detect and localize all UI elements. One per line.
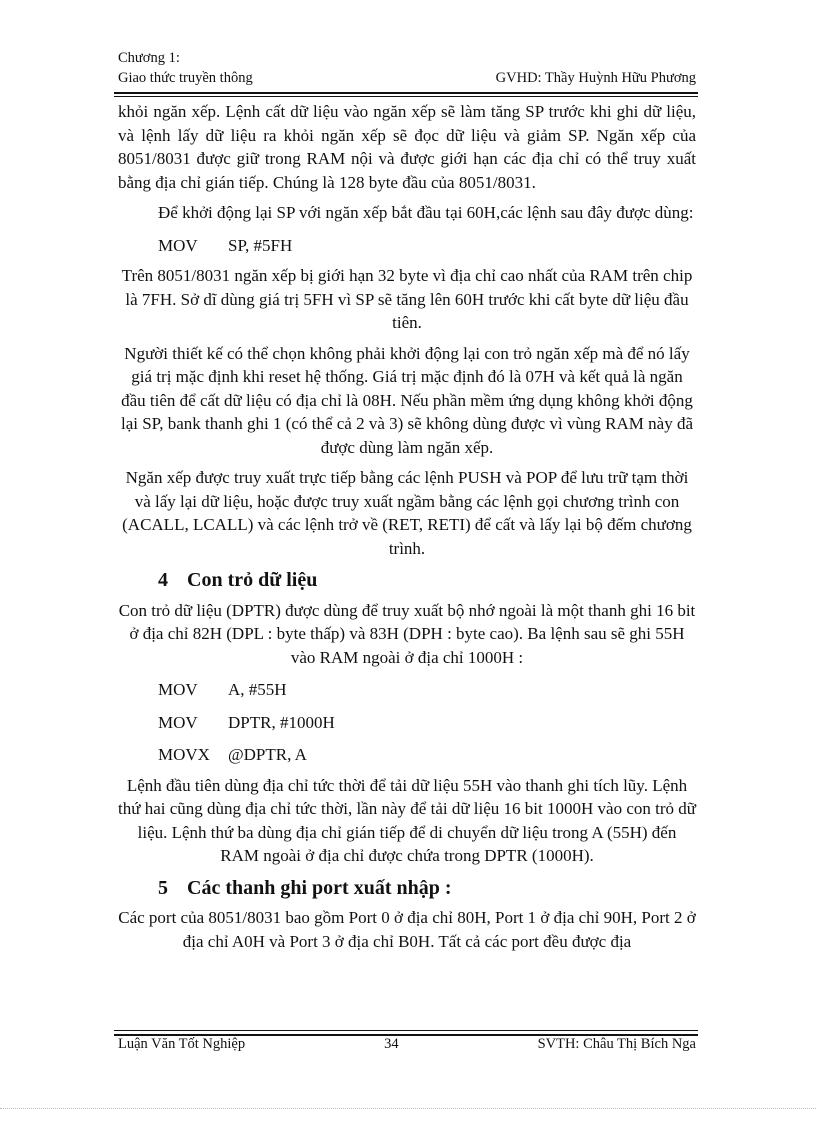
code-opcode: MOV <box>158 235 198 255</box>
header-advisor: GVHD: Thầy Huỳnh Hữu Phương <box>495 70 696 86</box>
paragraph-ports: Các port của 8051/8031 bao gồm Port 0 ở địa chỉ 80H, Port 1 ở địa chỉ 90H, Port 2 ở địa chỉ A0H và Port 3 ở địa chỉ B0H. Tất cả các port đều được địa <box>118 908 696 951</box>
code-opcode: MOVX <box>158 745 210 764</box>
code-line <box>158 711 696 735</box>
footer-rule-thin <box>114 1030 698 1031</box>
section-heading-4 <box>158 569 696 593</box>
section-number: 5 <box>158 876 168 899</box>
code-line <box>158 743 696 767</box>
code-opcode: MOV <box>158 712 198 732</box>
page-footer <box>118 1036 696 1053</box>
section-title: Các thanh ghi port xuất nhập : <box>187 876 452 899</box>
paragraph-stack-intro: khỏi ngăn xếp. Lệnh cất dữ liệu vào ngăn xếp sẽ làm tăng SP trước khi ghi dữ liệu, và lệnh lấy dữ liệu ra khỏi ngăn xếp sẽ đọc dữ liệu và giảm SP. Ngăn xếp của 8051/8031 được giữ trong RAM nội và được giới hạn các địa chỉ có thể truy xuất bằng địa chỉ gián tiếp. Chúng là 128 byte đầu của 8051/8031. <box>118 102 696 192</box>
code-operand: @DPTR, A <box>228 745 307 764</box>
header-chapter: Chương 1: <box>118 50 180 66</box>
code-operand: DPTR, #1000H <box>228 712 335 732</box>
paragraph-stack-limit: Trên 8051/8031 ngăn xếp bị giới hạn 32 byte vì địa chỉ cao nhất của RAM trên chip là 7FH. Sở dĩ dùng giá trị 5FH vì SP sẽ tăng lên 60H trước khi cất byte dữ liệu đầu tiên. <box>121 266 693 332</box>
code-operand: SP, #5FH <box>228 235 293 255</box>
footer-title: Luận Văn Tốt Nghiệp <box>118 1036 246 1052</box>
paragraph-sp-init: Để khởi động lại SP với ngăn xếp bắt đầu tại 60H,các lệnh sau đây được dùng: <box>158 203 694 222</box>
section-heading-5 <box>158 877 696 901</box>
code-operand: A, #55H <box>228 680 287 699</box>
code-opcode: MOV <box>158 680 198 699</box>
code-line <box>158 234 696 258</box>
page-edge-dots <box>0 1108 816 1109</box>
header-subject: Giao thức truyền thông <box>118 70 253 86</box>
page-number: 34 <box>384 1036 399 1052</box>
paragraph-default-sp: Người thiết kế có thể chọn không phải khởi động lại con trỏ ngăn xếp mà để nó lấy giá trị mặc định khi reset hệ thống. Giá trị mặc định đó là 07H và kết quả là ngăn đầu tiên để cất dữ liệu có địa chỉ là 08H. Nếu phần mềm ứng dụng không khởi động lại SP, bank thanh ghi 1 (có thể cả 2 và 3) sẽ không dùng được vì vùng RAM này đã được dùng làm ngăn xếp. <box>120 343 694 457</box>
paragraph-push-pop: Ngăn xếp được truy xuất trực tiếp bằng các lệnh PUSH và POP để lưu trữ tạm thời và lấy lại dữ liệu, hoặc được truy xuất ngầm bằng các lệnh gọi chương trình con (ACALL, LCALL) và các lệnh trở về (RET, RETI) để cất và lấy lại bộ đếm chương trình. <box>122 468 692 558</box>
footer-student: SVTH: Châu Thị Bích Nga <box>537 1036 696 1052</box>
section-number: 4 <box>158 569 168 591</box>
paragraph-dptr-explain: Lệnh đầu tiên dùng địa chỉ tức thời để tải dữ liệu 55H vào thanh ghi tích lũy. Lệnh thứ hai cũng dùng địa chỉ tức thời, lần này để tải dữ liệu 16 bit 1000H vào con trỏ dữ liệu. Lệnh thứ ba dùng địa chỉ gián tiếp để di chuyển dữ liệu trong A (55H) đến RAM ngoài ở địa chỉ được chứa trong DPTR (1000H). <box>118 775 696 865</box>
page-header <box>118 48 696 88</box>
header-rule <box>114 92 698 94</box>
section-title: Con trỏ dữ liệu <box>187 569 318 591</box>
paragraph-dptr: Con trỏ dữ liệu (DPTR) được dùng để truy xuất bộ nhớ ngoài là một thanh ghi 16 bit ở địa chỉ 82H (DPL : byte thấp) và 83H (DPH : byte cao). Ba lệnh sau sẽ ghi 55H vào RAM ngoài ở địa chỉ 1000H : <box>118 600 696 667</box>
header-rule-thin <box>114 96 698 97</box>
code-line <box>158 678 696 702</box>
page-content <box>118 100 696 953</box>
